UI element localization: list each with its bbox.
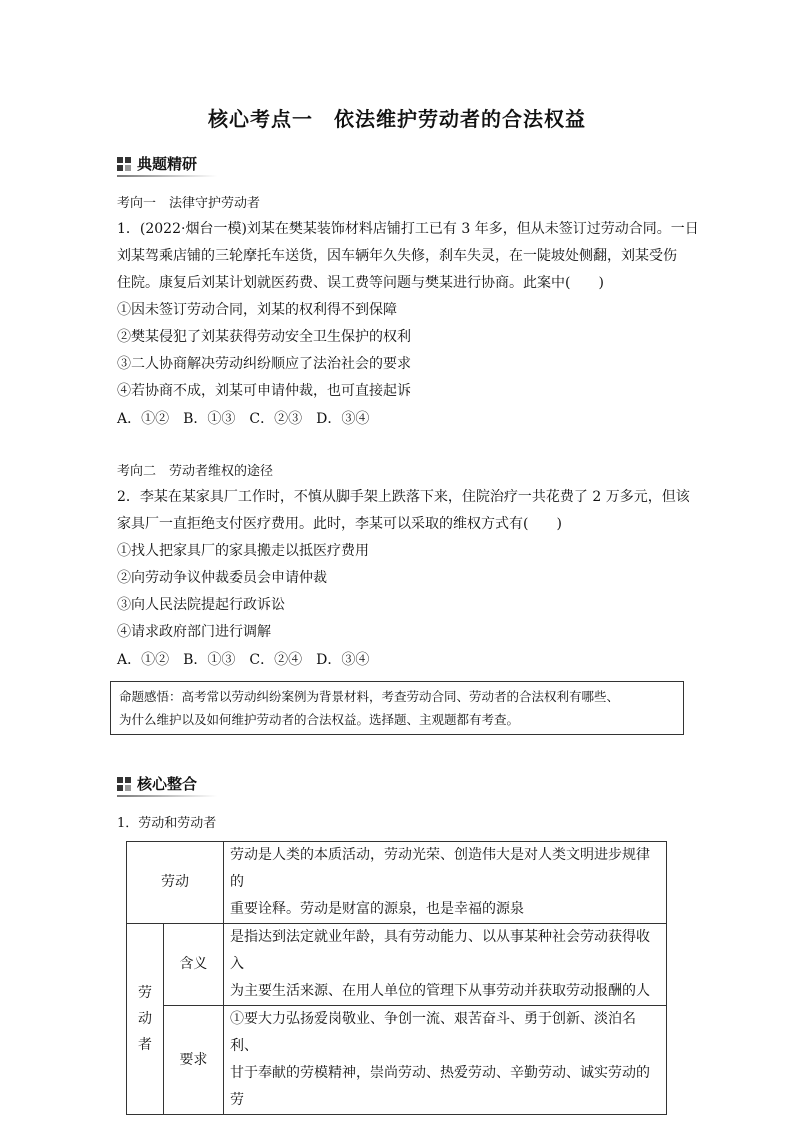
question-1-option: ②樊某侵犯了刘某获得劳动安全卫生保护的权利 <box>117 329 411 345</box>
section-heading-typical-questions <box>117 153 197 175</box>
direction-2: 考向二 劳动者维权的途径 <box>117 464 274 479</box>
group-char: 者 <box>137 1037 152 1053</box>
table-cell-label: 含义 <box>163 924 223 1006</box>
question-2-answers: A．①② B．①③ C．②④ D．③④ <box>117 652 370 668</box>
table-cell-text <box>224 842 667 924</box>
group-char: 动 <box>137 1011 152 1027</box>
question-1-line: 住院。康复后刘某计划就医药费、误工费等问题与樊某进行协商。此案中( ) <box>117 275 604 291</box>
table-cell-text <box>224 924 667 1006</box>
note-line: 为什么维护以及如何维护劳动者的合法权益。选择题、主观题都有考查。 <box>119 712 520 727</box>
section-heading-label: 核心整合 <box>137 775 198 793</box>
cell-line: ①要大力弘扬爱岗敬业、争创一流、艰苦奋斗、勇于创新、淡泊名利、 <box>230 1011 636 1054</box>
question-2-option: ③向人民法院提起行政诉讼 <box>117 597 285 613</box>
cell-line: 劳动是人类的本质活动，劳动光荣、创造伟大是对人类文明进步规律的 <box>230 847 650 890</box>
cell-line: 为主要生活来源、在用人单位的管理下从事劳动并获取劳动报酬的人 <box>230 983 650 999</box>
table-cell-label: 要求 <box>163 1006 223 1115</box>
section-heading-core-integration <box>117 773 197 795</box>
section-heading-label: 典题精研 <box>137 155 198 173</box>
question-1-option: ①因未签订劳动合同，刘某的权利得不到保障 <box>117 302 397 318</box>
proposition-insight-box <box>110 681 684 735</box>
question-1-option: ③二人协商解决劳动纠纷顺应了法治社会的要求 <box>117 356 411 372</box>
question-2-line: 家具厂一直拒绝支付医疗费用。此时，李某可以采取的维权方式有( ) <box>117 516 562 532</box>
direction-1: 考向一 法律守护劳动者 <box>117 196 261 211</box>
question-1-answers: A．①② B．①③ C．②③ D．③④ <box>117 411 370 427</box>
table-cell-group-label <box>127 924 164 1115</box>
cell-line: 是指达到法定就业年龄，具有劳动能力、以从事某种社会劳动获得收入 <box>230 929 650 972</box>
question-2-line: 2．李某在某家具厂工作时，不慎从脚手架上跌落下来，住院治疗一共花费了 2 万多元，但该 <box>117 489 690 505</box>
question-2-option: ④请求政府部门进行调解 <box>117 624 271 640</box>
question-1-line: 刘某驾乘店铺的三轮摩托车送货，因车辆年久失修，刹车失灵，在一陡坡处侧翻，刘某受伤 <box>117 248 677 264</box>
page-title: 核心考点一 依法维护劳动者的合法权益 <box>208 107 586 131</box>
table-cell-label: 劳动 <box>127 842 224 924</box>
labor-table <box>126 841 667 1115</box>
section-marker-icon <box>117 777 131 791</box>
question-1-line: 1．(2022·烟台一模)刘某在樊某装饰材料店铺打工已有 3 年多，但从未签订过劳动合同。一日 <box>117 221 699 237</box>
section-underline <box>117 175 217 177</box>
cell-line: 甘于奉献的劳模精神，崇尚劳动、热爱劳动、辛勤劳动、诚实劳动的劳 <box>230 1065 650 1108</box>
section-marker-icon <box>117 157 131 171</box>
note-line: 命题感悟：高考常以劳动纠纷案例为背景材料，考查劳动合同、劳动者的合法权利有哪些、 <box>119 689 620 704</box>
core-subtitle: 1．劳动和劳动者 <box>117 816 217 831</box>
table-row <box>127 924 667 1006</box>
table-cell-text <box>224 1006 667 1115</box>
group-char: 劳 <box>137 985 152 1001</box>
question-2-option: ①找人把家具厂的家具搬走以抵医疗费用 <box>117 543 369 559</box>
section-underline <box>117 795 217 797</box>
question-1-option: ④若协商不成，刘某可申请仲裁，也可直接起诉 <box>117 383 411 399</box>
question-2-option: ②向劳动争议仲裁委员会申请仲裁 <box>117 570 327 586</box>
table-row <box>127 1006 667 1115</box>
table-row <box>127 842 667 924</box>
cell-line: 重要诠释。劳动是财富的源泉，也是幸福的源泉 <box>230 901 524 917</box>
